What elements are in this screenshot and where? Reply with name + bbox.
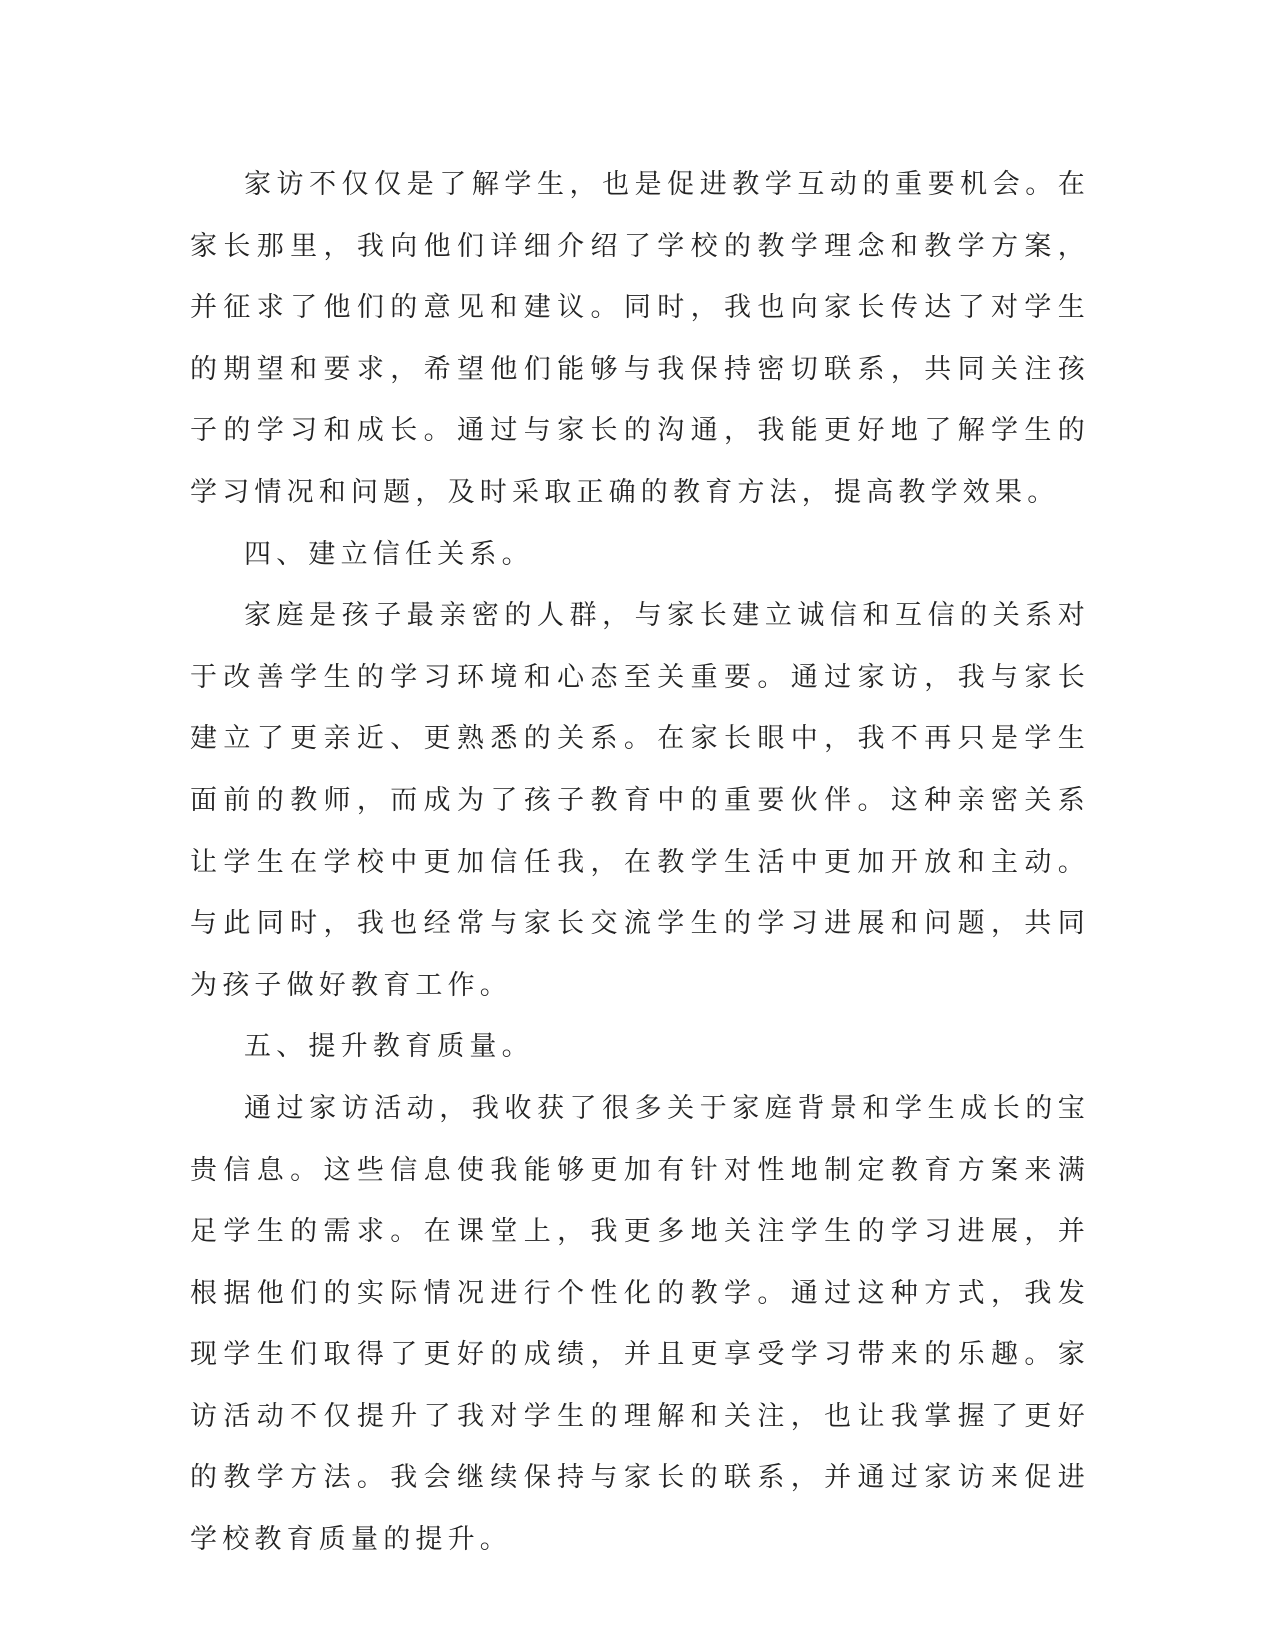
paragraph-home-visit-interaction: 家访不仅仅是了解学生，也是促进教学互动的重要机会。在家长那里，我向他们详细介绍了学校的教学理念和教学方案，并征求了他们的意见和建议。同时，我也向家长传达了对学生的期望和要求，希望他们能够与我保持密切联系，共同关注孩子的学习和成长。通过与家长的沟通，我能更好地了解学生的学习情况和问题，及时采取正确的教育方法，提高教学效果。 xyxy=(190,169,1090,508)
section-heading-quality: 五、提升教育质量。 xyxy=(244,1031,534,1063)
paragraph-education-quality: 通过家访活动，我收获了很多关于家庭背景和学生成长的宝贵信息。这些信息使我能够更加有针对性地制定教育方案来满足学生的需求。在课堂上，我更多地关注学生的学习进展，并根据他们的实际情况进行个性化的教学。通过这种方式，我发现学生们取得了更好的成绩，并且更享受学习带来的乐趣。家访活动不仅提升了我对学生的理解和关注，也让我掌握了更好的教学方法。我会继续保持与家长的联系，并通过家访来促进学校教育质量的提升。 xyxy=(190,1092,1090,1556)
section-heading-trust: 四、建立信任关系。 xyxy=(244,538,534,570)
paragraph-trust-relationship: 家庭是孩子最亲密的人群，与家长建立诚信和互信的关系对于改善学生的学习环境和心态至关重要。通过家访，我与家长建立了更亲近、更熟悉的关系。在家长眼中，我不再只是学生面前的教师，而成为了孩子教育中的重要伙伴。这种亲密关系让学生在学校中更加信任我，在教学生活中更加开放和主动。与此同时，我也经常与家长交流学生的学习进展和问题，共同为孩子做好教育工作。 xyxy=(190,600,1090,1001)
document-body xyxy=(190,154,1090,1571)
